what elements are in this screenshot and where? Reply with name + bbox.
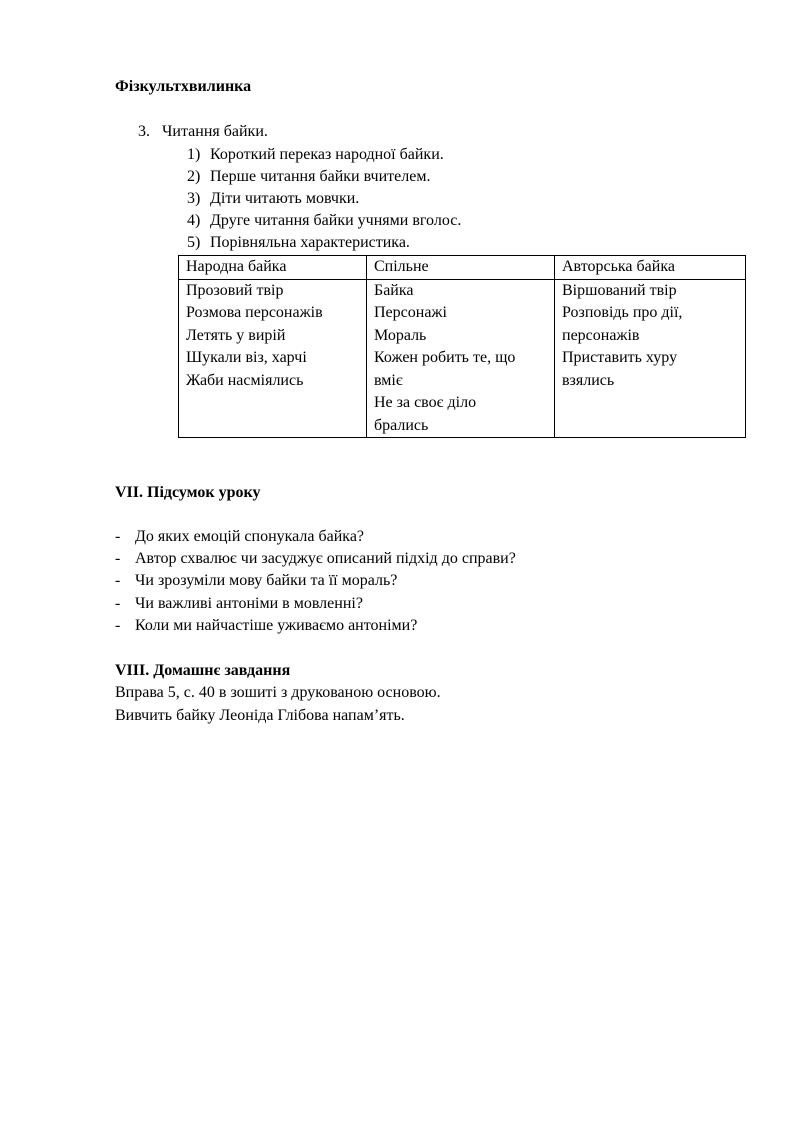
cell-line: взялись	[562, 371, 615, 389]
cell-line: Персонажі	[374, 304, 447, 321]
cell-line: Розмова персонажів	[186, 304, 323, 321]
section-heading-summary: VII. Підсумок уроку	[115, 484, 261, 501]
dash-bullet: -	[115, 572, 121, 589]
question-text: Чи важливі антоніми в мовленні?	[135, 595, 363, 612]
summary-question	[115, 549, 516, 569]
dash-bullet: -	[115, 595, 121, 612]
reading-step	[187, 189, 359, 209]
cell-line: Прозовий твір	[186, 281, 284, 299]
question-text: Автор схвалює чи засуджує описаний підхід до справи?	[135, 550, 516, 567]
summary-question	[115, 571, 397, 591]
table-header-cell: Авторська байка	[555, 256, 746, 280]
step-number: 4)	[187, 212, 201, 229]
homework-line: Вивчить байку Леоніда Глібова напам’ять.	[115, 707, 405, 724]
dash-bullet: -	[115, 528, 121, 545]
cell-line: персонажів	[562, 326, 640, 344]
question-text: Чи зрозуміли мову байки та її мораль?	[135, 572, 398, 589]
dash-bullet: -	[115, 617, 121, 634]
reading-title: Читання байки.	[162, 123, 268, 140]
cell-line: Шукали віз, харчі	[186, 349, 307, 366]
reading-step	[187, 233, 410, 253]
table-header-cell: Народна байка	[179, 256, 367, 280]
reading-step	[187, 167, 430, 187]
cell-line: Байка	[374, 281, 414, 299]
step-number: 2)	[187, 168, 201, 185]
question-text: До яких емоцій спонукала байка?	[135, 528, 365, 545]
section-heading-homework: VIII. Домашнє завдання	[115, 662, 291, 679]
cell-line: Мораль	[374, 326, 427, 344]
question-text: Коли ми найчастіше уживаємо антоніми?	[135, 617, 418, 634]
reading-step	[187, 211, 461, 231]
cell-line: брались	[374, 416, 429, 434]
table-cell-common	[367, 279, 555, 438]
table-cell-author-fable	[555, 279, 746, 438]
section-heading-physical-break: Фізкультхвилинка	[115, 78, 252, 95]
summary-question	[115, 594, 363, 614]
step-number: 3)	[187, 190, 201, 207]
comparison-table	[178, 255, 746, 438]
step-text: Короткий переказ народної байки.	[210, 146, 444, 163]
cell-line: Не за своє діло	[374, 394, 477, 411]
table-header-row	[179, 256, 746, 280]
cell-line: вміє	[374, 371, 403, 389]
summary-question	[115, 527, 364, 547]
step-number: 1)	[187, 146, 201, 163]
cell-line: Розповідь про дії,	[562, 304, 683, 321]
step-text: Діти читають мовчки.	[210, 190, 360, 207]
table-row	[179, 279, 746, 438]
summary-question	[115, 616, 417, 636]
cell-line: Приставить хуру	[562, 349, 678, 366]
reading-item	[138, 122, 268, 142]
step-number: 5)	[187, 234, 201, 251]
homework-line: Вправа 5, с. 40 в зошиті з друкованою основою.	[115, 684, 441, 701]
dash-bullet: -	[115, 550, 121, 567]
table-cell-folk-fable	[179, 279, 367, 438]
cell-line: Летять у вирій	[186, 326, 286, 344]
cell-line: Кожен робить те, що	[374, 349, 516, 366]
step-text: Порівняльна характеристика.	[210, 234, 410, 251]
reading-number: 3.	[138, 123, 150, 140]
step-text: Перше читання байки вчителем.	[210, 168, 431, 185]
cell-line: Віршований твір	[562, 281, 677, 299]
step-text: Друге читання байки учнями вголос.	[210, 212, 462, 229]
table-header-cell: Спільне	[367, 256, 555, 280]
cell-line: Жаби насміялись	[186, 371, 304, 389]
reading-step	[187, 145, 444, 165]
